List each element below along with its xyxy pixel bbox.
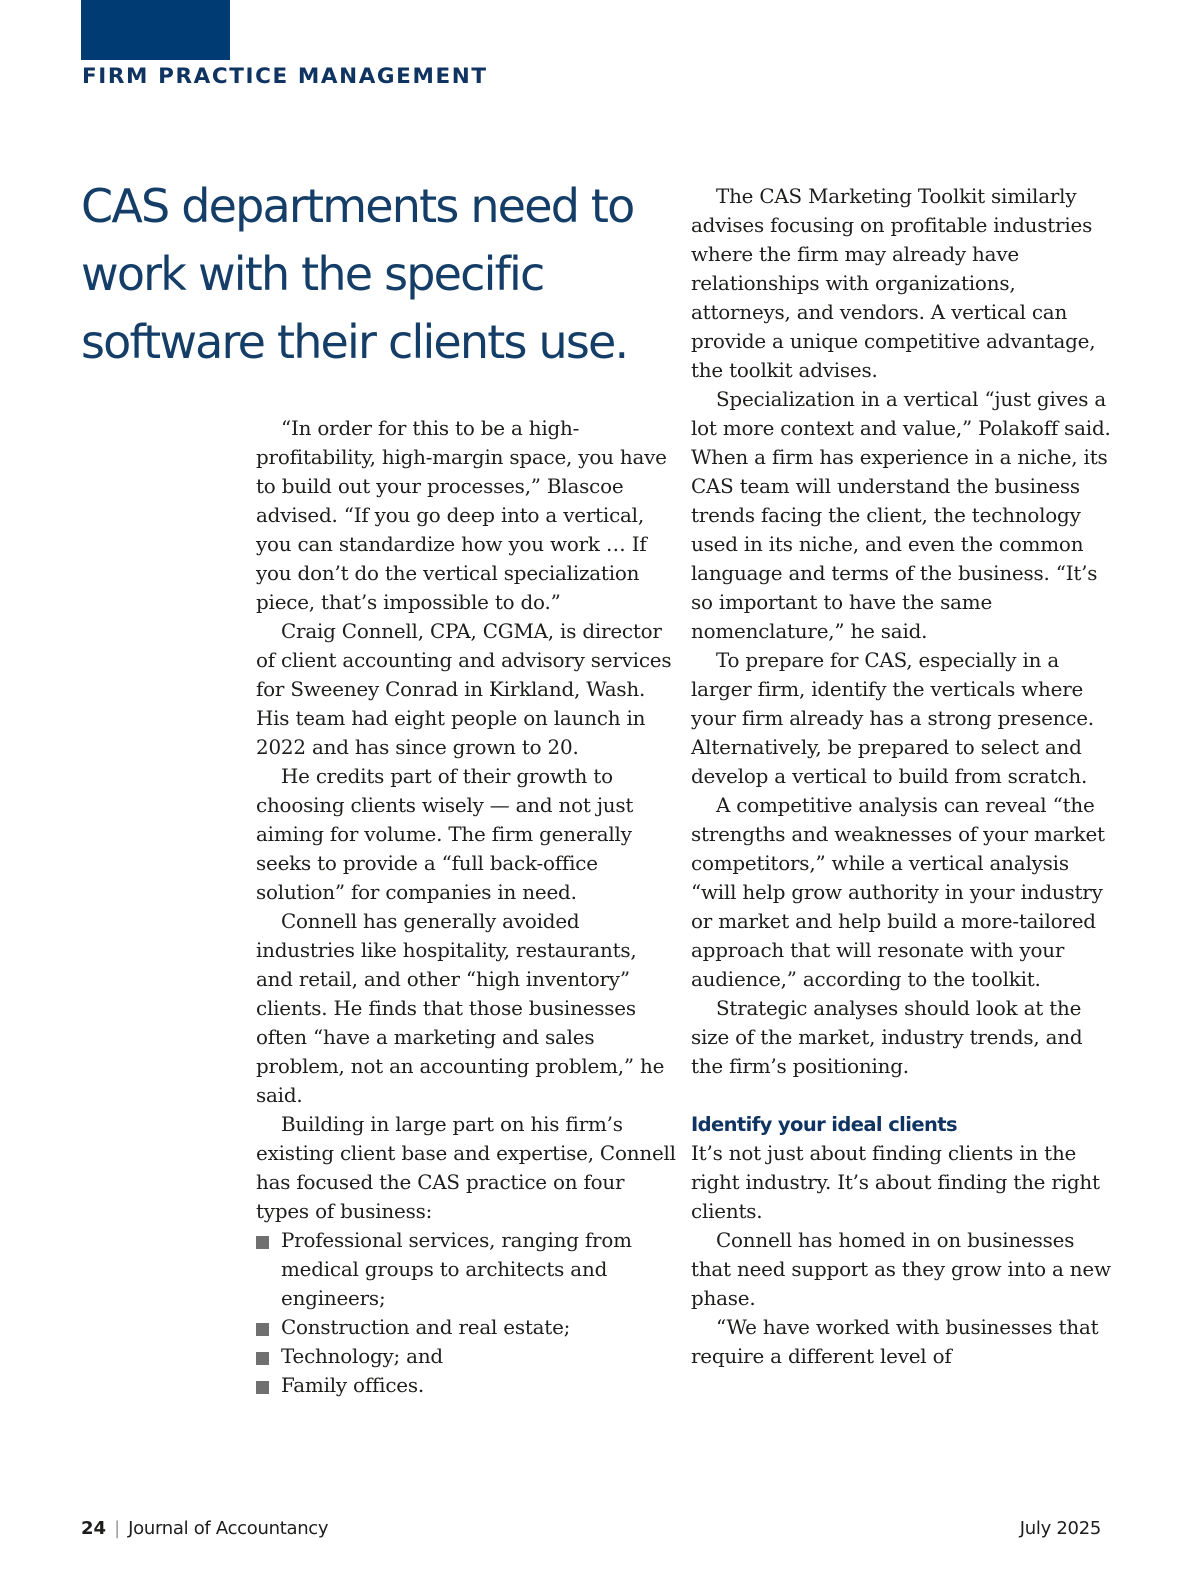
body-paragraph: Building in large part on his firm’s existing client base and expertise, Connell has focused the CAS practice on four types of business: bbox=[256, 1113, 676, 1223]
issue-date: July 2025 bbox=[1019, 1518, 1101, 1539]
body-paragraph: To prepare for CAS, especially in a larger firm, identify the verticals where your firm already has a strong presence. Alternatively, be prepared to select and develop a vertical to build from scratch. bbox=[691, 649, 1094, 788]
body-paragraph: “We have worked with businesses that require a different level of bbox=[691, 1316, 1099, 1368]
body-paragraph: He credits part of their growth to choosing clients wisely — and not just aiming for volume. The firm generally seeks to provide a “full back-office solution” for companies in need. bbox=[256, 765, 634, 904]
journal-name: Journal of Accountancy bbox=[128, 1518, 329, 1539]
section-label: FIRM PRACTICE MANAGEMENT bbox=[82, 64, 488, 89]
pull-quote: CAS departments need to work with the specific software their clients use. bbox=[81, 179, 634, 369]
body-paragraph: Craig Connell, CPA, CGMA, is director of client accounting and advisory services for Sweeney Conrad in Kirkland, Wash. His team had eight people on launch in 2022 and has since grown to 20. bbox=[256, 620, 672, 759]
body-paragraph: Connell has homed in on businesses that need support as they grow into a new phase. bbox=[691, 1229, 1111, 1310]
left-column bbox=[256, 414, 676, 1400]
body-paragraph: It’s not just about finding clients in the right industry. It’s about finding the right clients. bbox=[691, 1142, 1100, 1223]
list-item: Family offices. bbox=[256, 1371, 676, 1400]
body-paragraph: A competitive analysis can reveal “the strengths and weaknesses of your market competitors,” while a vertical analysis “will help grow authority in your industry or market and help build a more-tailored approach that will resonate with your audience,” according to the toolkit. bbox=[691, 794, 1105, 991]
body-paragraph: Specialization in a vertical “just gives a lot more context and value,” Polakoff said. When a firm has experience in a niche, its CAS team will understand the business trends facing the client, the technology used in its niche, and even the common language and terms of the business. “It’s so important to have the same nomenclature,” he said. bbox=[691, 388, 1111, 643]
page-number: 24 bbox=[81, 1518, 107, 1539]
footer-separator: | bbox=[114, 1518, 121, 1539]
body-paragraph: Strategic analyses should look at the size of the market, industry trends, and the firm’s positioning. bbox=[691, 997, 1083, 1078]
body-paragraph: The CAS Marketing Toolkit similarly advises focusing on profitable industries where the firm may already have relationships with organizations, attorneys, and vendors. A vertical can provide a unique competitive advantage, the toolkit advises. bbox=[691, 185, 1096, 382]
page-footer bbox=[81, 1518, 1101, 1542]
list-item: Professional services, ranging from medical groups to architects and engineers; bbox=[256, 1226, 676, 1313]
header-color-bar bbox=[81, 0, 230, 60]
body-paragraph: “In order for this to be a high-profitability, high-margin space, you have to build out your processes,” Blascoe advised. “If you go deep into a vertical, you can standardize how you work … If you don’t do the vertical specialization piece, that’s impossible to do.” bbox=[256, 417, 667, 614]
right-column bbox=[691, 182, 1111, 1371]
subheading: Identify your ideal clients bbox=[691, 1113, 957, 1136]
body-paragraph: Connell has generally avoided industries like hospitality, restaurants, and retail, and other “high inventory” clients. He finds that those businesses often “have a marketing and sales problem, not an accounting problem,” he said. bbox=[256, 910, 665, 1107]
list-item: Technology; and bbox=[256, 1342, 676, 1371]
list-item: Construction and real estate; bbox=[256, 1313, 676, 1342]
business-types-list bbox=[256, 1226, 676, 1400]
